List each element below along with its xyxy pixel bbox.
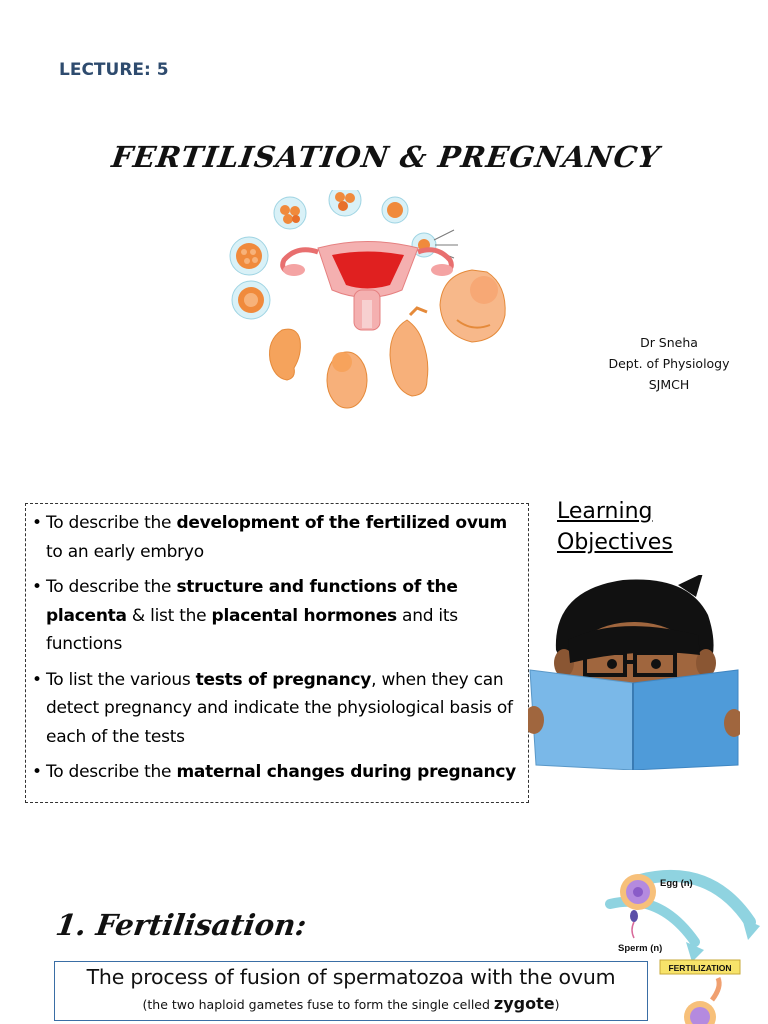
objectives-list <box>32 509 520 787</box>
cell-stage-icon <box>329 190 361 216</box>
egg-label: Egg (n) <box>660 878 693 889</box>
objectives-box <box>25 503 529 803</box>
cell-stage-icon <box>382 197 408 223</box>
objective-item: • To list the various tests of pregnancy, when they can detect pregnancy and indicate the physiological basis of each of the tests <box>32 666 520 752</box>
blastocyst-icon <box>232 281 270 319</box>
learning-objectives-heading: Learning Objectives <box>557 499 673 555</box>
definition-box <box>54 961 648 1021</box>
fertilization-diagram <box>600 862 768 1024</box>
fertilization-label: FERTILIZATION <box>668 963 732 973</box>
lecture-label: LECTURE: 5 <box>59 60 169 80</box>
objective-item: • To describe the maternal changes during pregnancy <box>32 758 520 787</box>
definition-text: The process of fusion of spermatozoa with the ovum <box>86 965 616 989</box>
fetus-icon <box>390 308 428 396</box>
objective-item: • To describe the development of the fertilized ovum to an early embryo <box>32 509 520 566</box>
embryo-icon <box>327 352 367 408</box>
fetus-icon <box>440 270 505 342</box>
author-name: Dr Sneha <box>640 335 698 350</box>
embryo-icon <box>270 329 301 380</box>
sperm-label: Sperm (n) <box>618 943 663 954</box>
author-block <box>600 332 738 395</box>
section-title: 1. Fertilisation: <box>53 908 309 942</box>
morula-icon <box>230 237 268 275</box>
author-dept: Dept. of Physiology <box>608 356 730 371</box>
embryo-development-illustration <box>222 190 522 415</box>
definition-subtext: (the two haploid gametes fuse to form the single celled zygote) <box>142 994 560 1013</box>
page-title: FERTILISATION & PREGNANCY <box>109 140 662 174</box>
author-institution: SJMCH <box>648 377 690 392</box>
objective-item: • To describe the structure and functions of the placenta & list the placental hormones and its functions <box>32 573 520 659</box>
cell-stage-icon <box>274 197 306 229</box>
reading-boy-illustration <box>528 575 740 770</box>
